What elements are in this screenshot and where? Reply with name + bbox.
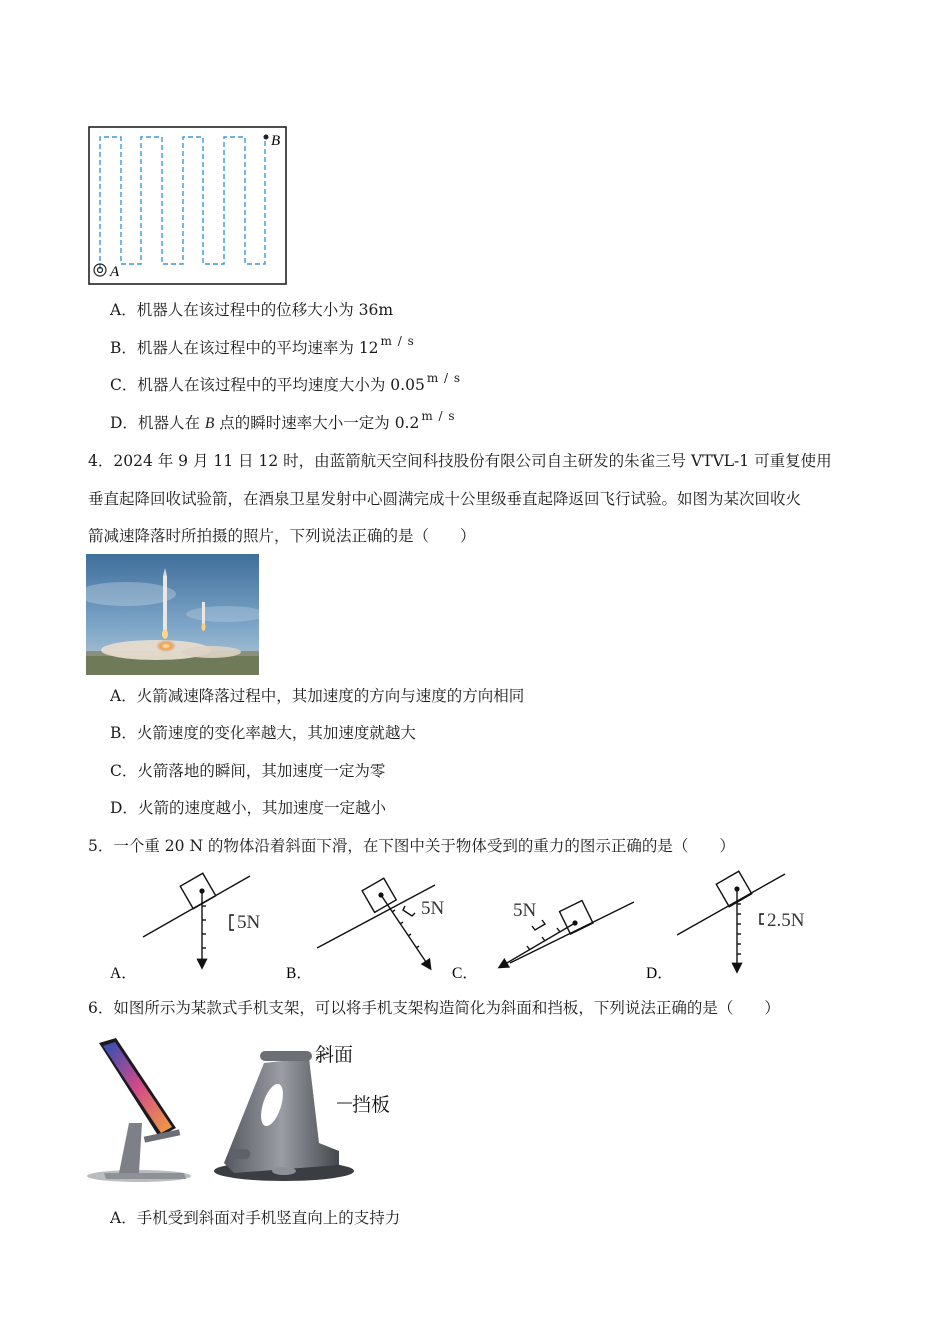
- label-slope: 斜面: [315, 1045, 354, 1066]
- label-a: A: [110, 264, 120, 280]
- scale-label-c: 5N: [513, 900, 537, 921]
- gravity-arrow-c: [500, 923, 575, 967]
- q6-stem: 6．如图所示为某款式手机支架，可以将手机支架构造简化为斜面和挡板，下列说法正确的是（ ）: [88, 999, 780, 1017]
- q4-option-b[interactable]: B．火箭速度的变化率越大，其加速度就越大: [110, 724, 416, 742]
- q4-option-a[interactable]: A．火箭减速降落过程中，其加速度的方向与速度的方向相同: [110, 687, 525, 705]
- q3-option-d[interactable]: D．机器人在 B 点的瞬时速率大小一定为 0.2 $^{m / s}$: [110, 409, 456, 432]
- scale-label-d: 2.5N: [767, 910, 805, 931]
- figure-letter-d: D．: [646, 965, 673, 982]
- q4-option-d[interactable]: D．火箭的速度越小，其加速度一定越小: [110, 799, 386, 817]
- block-d: [716, 871, 752, 907]
- scale-bar-a: [230, 915, 234, 930]
- figure-letter-c: C．: [452, 965, 478, 982]
- stand-photo: [214, 1051, 354, 1181]
- scale-bar-c: [532, 920, 545, 930]
- figure-letter-a: A．: [110, 965, 137, 982]
- robot-path-figure: [86, 124, 290, 286]
- q6-option-a[interactable]: A．手机受到斜面对手机竖直向上的支持力: [110, 1209, 401, 1227]
- incline-b: [317, 885, 435, 948]
- rocket-2: [202, 602, 205, 624]
- unit-ms: m / s: [426, 371, 462, 385]
- label-b: B: [271, 133, 281, 149]
- end-point: [264, 135, 269, 140]
- field-border: [89, 127, 286, 284]
- unit-ms: m / s: [380, 334, 415, 348]
- q4-stem-line: 垂直起降回收试验箭，在酒泉卫星发射中心圆满完成十公里级垂直起降返回飞行试验。如图为某次回收火: [88, 490, 802, 508]
- figure-letter-b: B．: [286, 965, 312, 982]
- unit-ms: m / s: [421, 409, 456, 423]
- block-a: [180, 873, 216, 909]
- gravity-diagrams: [105, 868, 865, 983]
- q4-stem-line: 4．2024 年 9 月 11 日 12 时，由蓝箭航天空间科技股份有限公司自主研发的朱雀三号 VTVL-1 可重复使用: [88, 452, 832, 470]
- dashed-path: [100, 137, 265, 269]
- scale-label-a: 5N: [237, 912, 261, 933]
- q3-option-a[interactable]: A．机器人在该过程中的位移大小为 36m: [110, 301, 394, 319]
- q4-option-c[interactable]: C．火箭落地的瞬间，其加速度一定为零: [110, 762, 386, 780]
- scale-bar-d: [760, 914, 764, 924]
- rocket-photo: [86, 554, 259, 675]
- rocket-1: [163, 576, 167, 631]
- phone-holder-figure: [84, 1033, 414, 1185]
- q3-option-c[interactable]: C．机器人在该过程中的平均速度大小为 0.05 $^{m / s}$: [110, 371, 462, 394]
- label-baffle: 挡板: [352, 1095, 391, 1116]
- phone-on-stand: [87, 1038, 191, 1182]
- q3-option-b[interactable]: B．机器人在该过程中的平均速率为 12 $^{m / s}$: [110, 334, 415, 357]
- q4-stem-line: 箭减速降落时所拍摄的照片，下列说法正确的是（ ）: [88, 527, 476, 545]
- scale-label-b: 5N: [421, 898, 445, 919]
- scale-bar-b: [403, 906, 415, 916]
- q5-stem: 5．一个重 20 N 的物体沿着斜面下滑，在下图中关于物体受到的重力的图示正确的是（ ）: [88, 837, 735, 855]
